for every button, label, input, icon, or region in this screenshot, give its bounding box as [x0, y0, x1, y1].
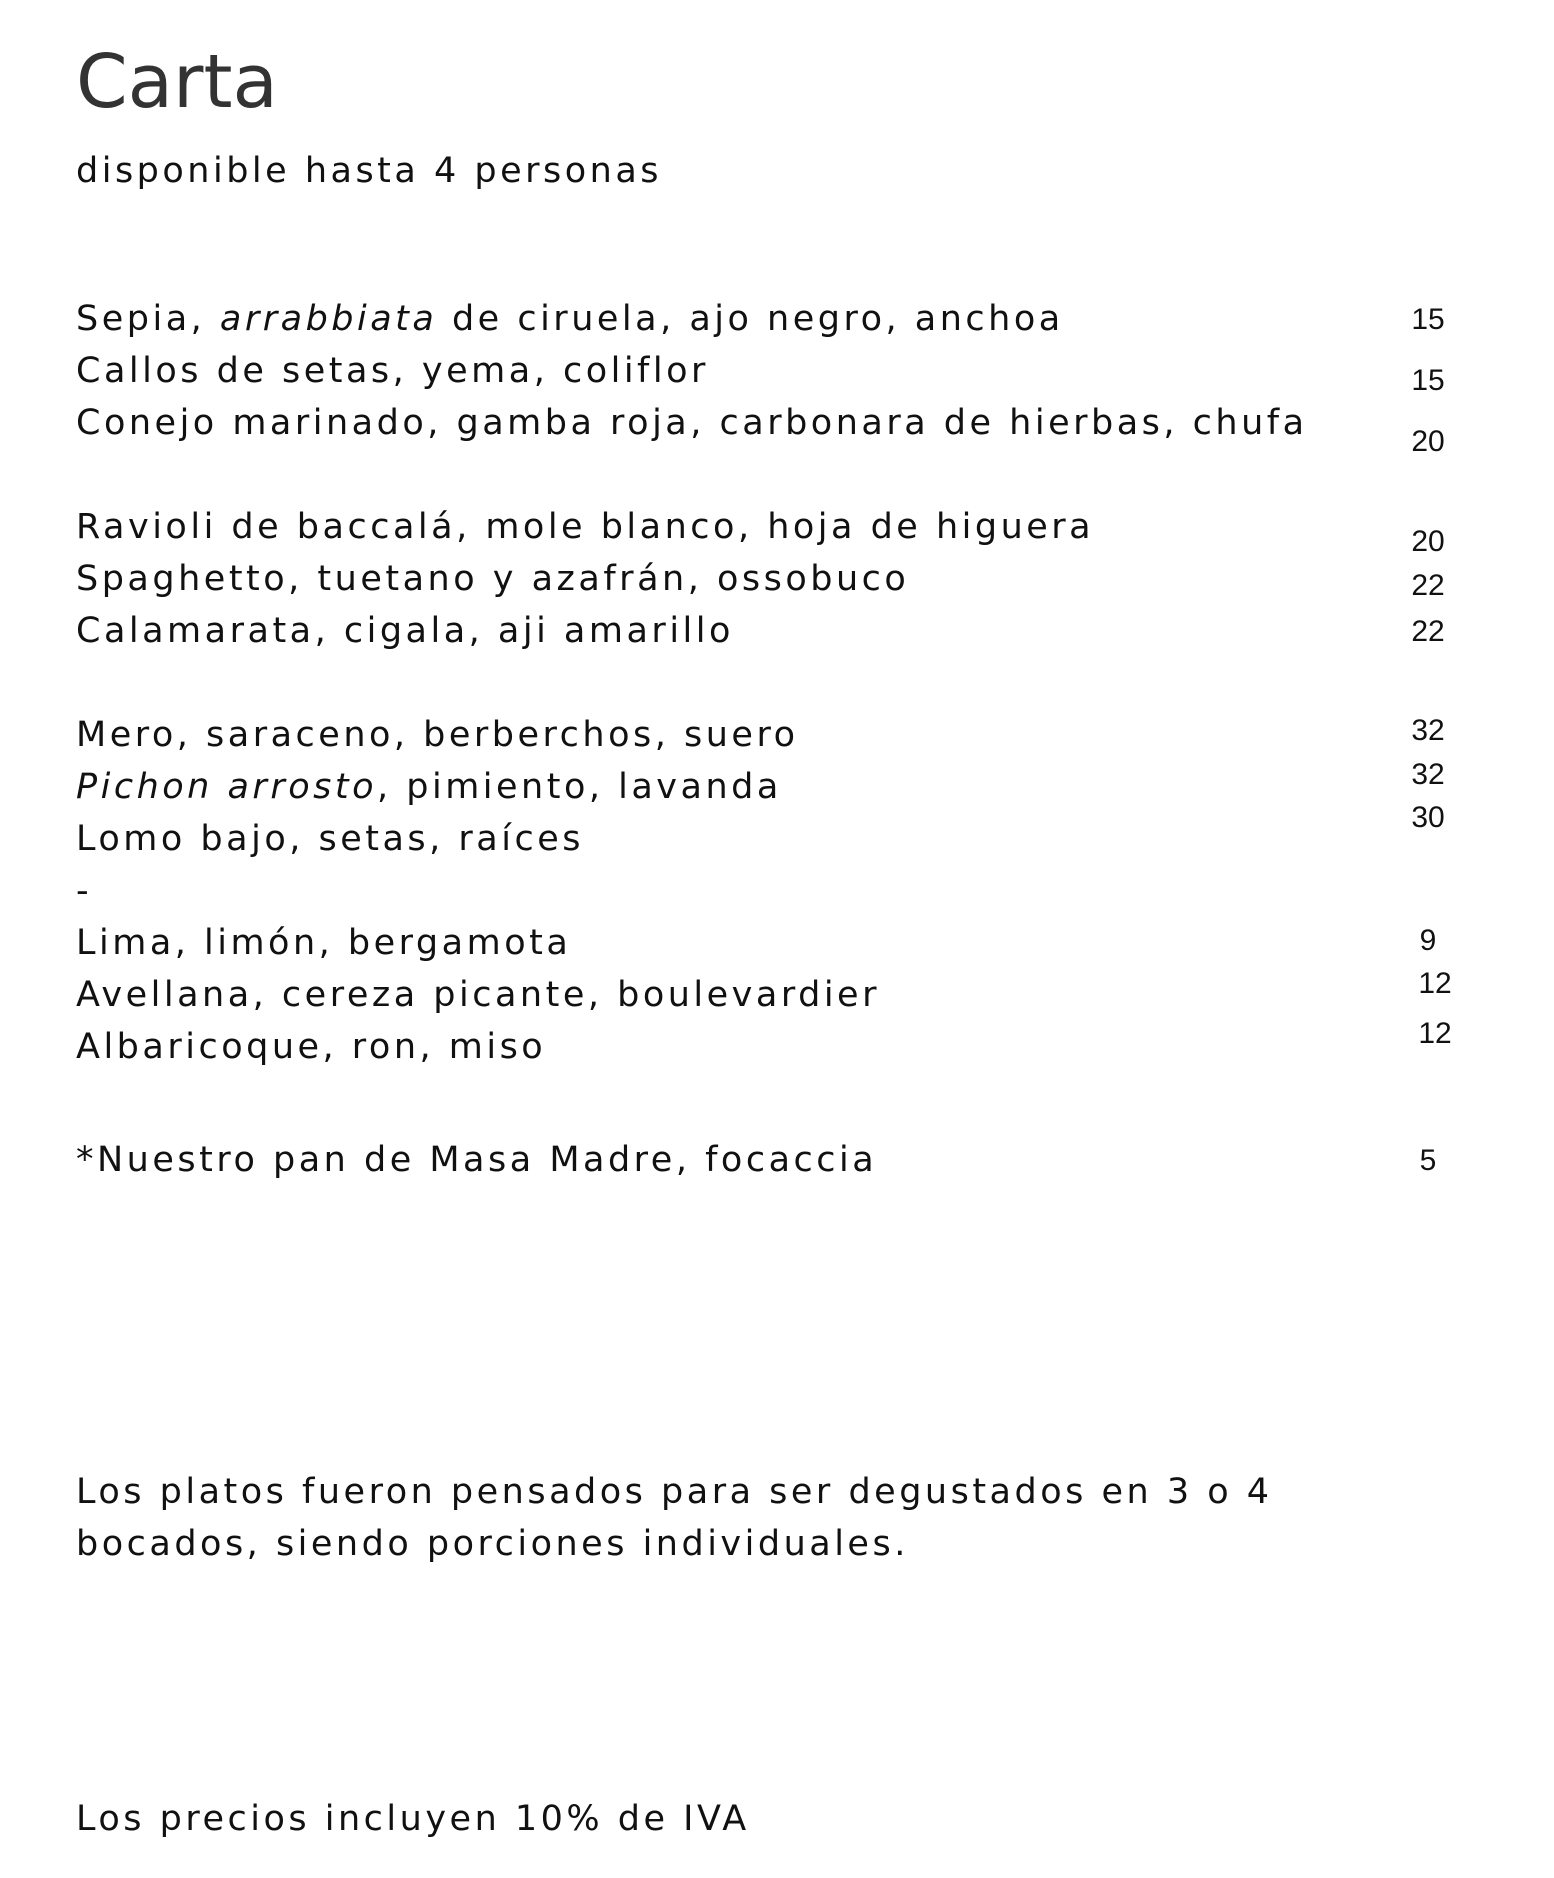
page-subtitle: disponible hasta 4 personas: [76, 151, 663, 191]
dish-price: 22: [1411, 615, 1445, 648]
dish-price: 12: [1418, 1017, 1452, 1050]
dish-item: Avellana, cereza picante, boulevardier: [76, 975, 880, 1015]
dish-price: 9: [1419, 924, 1437, 957]
section-separator: -: [76, 871, 93, 911]
dish-item: Lima, limón, bergamota: [76, 923, 572, 963]
portion-note: Los platos fueron pensados para ser degustados en 3 o 4 bocados, siendo porciones individuales.: [76, 1472, 1273, 1564]
dish-price: 30: [1411, 801, 1445, 834]
dish-item: Mero, saraceno, berberchos, suero: [76, 715, 799, 755]
dish-price: 20: [1411, 425, 1445, 458]
page-title: Carta: [76, 39, 278, 125]
dish-item: Calamarata, cigala, aji amarillo: [76, 611, 734, 651]
dish-price: 15: [1411, 303, 1445, 336]
tax-note: Los precios incluyen 10% de IVA: [76, 1799, 750, 1839]
dish-price: 22: [1411, 569, 1445, 602]
dish-price: 32: [1411, 714, 1445, 747]
dish-price: 20: [1411, 525, 1445, 558]
dish-item: Sepia, arrabbiata de ciruela, ajo negro, anchoa: [76, 299, 1064, 339]
dish-price: 5: [1419, 1144, 1437, 1177]
dish-item: Conejo marinado, gamba roja, carbonara de hierbas, chufa: [76, 403, 1308, 443]
dish-item: Lomo bajo, setas, raíces: [76, 819, 584, 859]
dish-price: 15: [1411, 364, 1445, 397]
dish-item: Ravioli de baccalá, mole blanco, hoja de higuera: [76, 507, 1095, 547]
dish-price: 12: [1418, 967, 1452, 1000]
dish-item: Pichon arrosto, pimiento, lavanda: [76, 767, 782, 807]
dish-price: 32: [1411, 758, 1445, 791]
dish-item: Spaghetto, tuetano y azafrán, ossobuco: [76, 559, 910, 599]
dish-item: Callos de setas, yema, coliflor: [76, 351, 709, 391]
dish-item: Albaricoque, ron, miso: [76, 1027, 547, 1067]
dish-item: *Nuestro pan de Masa Madre, focaccia: [76, 1140, 878, 1180]
